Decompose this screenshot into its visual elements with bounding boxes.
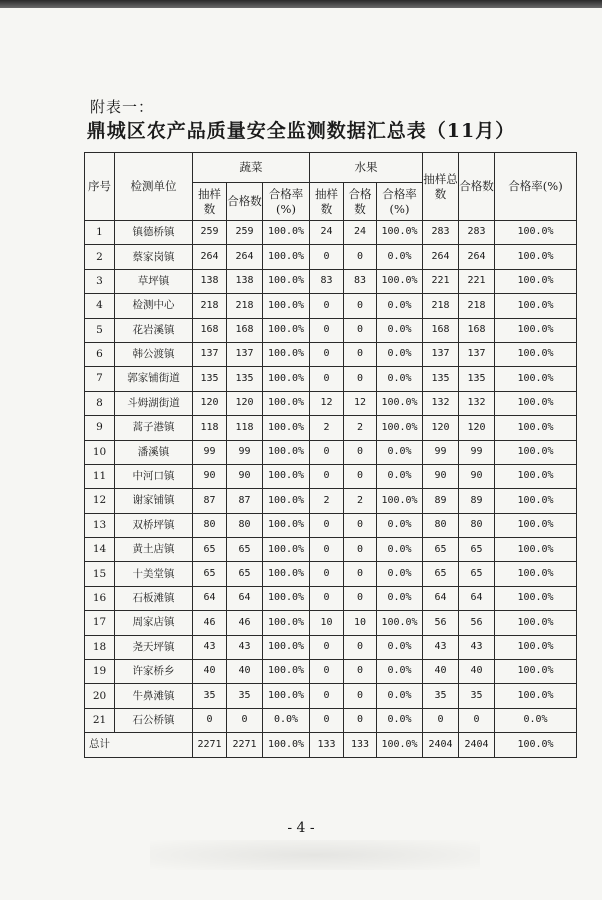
- cell-total-samples: 35: [423, 684, 459, 708]
- cell-total-rate: 100.0%: [495, 611, 577, 635]
- cell-total-rate: 100.0%: [495, 391, 577, 415]
- cell-seq: 5: [85, 318, 115, 342]
- cell-veg-pass: 65: [227, 562, 263, 586]
- cell-unit: 黄土店镇: [115, 538, 193, 562]
- cell-fruit-rate: 100.0%: [377, 269, 423, 293]
- cell-fruit-pass: 0: [344, 660, 377, 684]
- total-fruit-rate: 100.0%: [377, 733, 423, 757]
- cell-fruit-samples: 24: [310, 221, 344, 245]
- cell-fruit-rate: 100.0%: [377, 489, 423, 513]
- cell-veg-samples: 35: [193, 684, 227, 708]
- cell-total-pass: 135: [459, 367, 495, 391]
- cell-seq: 15: [85, 562, 115, 586]
- cell-veg-samples: 264: [193, 245, 227, 269]
- table-row: [85, 342, 577, 366]
- cell-fruit-samples: 0: [310, 245, 344, 269]
- cell-total-rate: 100.0%: [495, 269, 577, 293]
- cell-fruit-samples: 0: [310, 464, 344, 488]
- cell-seq: 14: [85, 538, 115, 562]
- cell-fruit-samples: 0: [310, 538, 344, 562]
- cell-fruit-samples: 0: [310, 294, 344, 318]
- cell-total-pass: 80: [459, 513, 495, 537]
- cell-veg-pass: 87: [227, 489, 263, 513]
- cell-total-rate: 100.0%: [495, 513, 577, 537]
- cell-seq: 21: [85, 708, 115, 732]
- total-total-samples: 2404: [423, 733, 459, 757]
- cell-total-samples: 65: [423, 562, 459, 586]
- cell-fruit-samples: 0: [310, 513, 344, 537]
- cell-fruit-pass: 0: [344, 318, 377, 342]
- cell-fruit-rate: 0.0%: [377, 342, 423, 366]
- cell-seq: 19: [85, 660, 115, 684]
- cell-total-pass: 283: [459, 221, 495, 245]
- cell-veg-rate: 100.0%: [263, 391, 310, 415]
- cell-total-pass: 218: [459, 294, 495, 318]
- cell-veg-rate: 100.0%: [263, 245, 310, 269]
- cell-total-samples: 80: [423, 513, 459, 537]
- cell-total-rate: 100.0%: [495, 416, 577, 440]
- cell-fruit-samples: 0: [310, 660, 344, 684]
- cell-veg-pass: 120: [227, 391, 263, 415]
- cell-veg-rate: 100.0%: [263, 489, 310, 513]
- cell-total-samples: 137: [423, 342, 459, 366]
- cell-fruit-rate: 0.0%: [377, 318, 423, 342]
- cell-veg-pass: 259: [227, 221, 263, 245]
- cell-seq: 7: [85, 367, 115, 391]
- cell-fruit-rate: 100.0%: [377, 221, 423, 245]
- cell-fruit-rate: 100.0%: [377, 416, 423, 440]
- total-veg-samples: 2271: [193, 733, 227, 757]
- cell-fruit-pass: 0: [344, 294, 377, 318]
- table-row: [85, 684, 577, 708]
- cell-total-rate: 100.0%: [495, 367, 577, 391]
- cell-seq: 11: [85, 464, 115, 488]
- cell-veg-rate: 100.0%: [263, 538, 310, 562]
- cell-unit: 双桥坪镇: [115, 513, 193, 537]
- cell-total-samples: 221: [423, 269, 459, 293]
- cell-total-pass: 56: [459, 611, 495, 635]
- cell-total-rate: 100.0%: [495, 684, 577, 708]
- cell-total-rate: 100.0%: [495, 464, 577, 488]
- total-total-pass: 2404: [459, 733, 495, 757]
- cell-fruit-pass: 0: [344, 513, 377, 537]
- total-label: 总计: [85, 733, 193, 757]
- cell-fruit-samples: 0: [310, 440, 344, 464]
- cell-fruit-pass: 0: [344, 586, 377, 610]
- cell-total-pass: 43: [459, 635, 495, 659]
- cell-total-rate: 100.0%: [495, 562, 577, 586]
- cell-veg-pass: 40: [227, 660, 263, 684]
- cell-fruit-pass: 24: [344, 221, 377, 245]
- header-seq: 序号: [85, 153, 115, 221]
- header-total-rate: 合格率(%): [495, 153, 577, 221]
- cell-veg-samples: 65: [193, 562, 227, 586]
- cell-seq: 3: [85, 269, 115, 293]
- cell-fruit-samples: 12: [310, 391, 344, 415]
- cell-fruit-pass: 0: [344, 562, 377, 586]
- header-vegetables: 蔬菜: [193, 153, 310, 183]
- table-row: [85, 464, 577, 488]
- cell-seq: 13: [85, 513, 115, 537]
- cell-fruit-rate: 0.0%: [377, 245, 423, 269]
- cell-total-samples: 65: [423, 538, 459, 562]
- header-fruits: 水果: [310, 153, 423, 183]
- cell-veg-rate: 100.0%: [263, 684, 310, 708]
- cell-fruit-rate: 0.0%: [377, 464, 423, 488]
- cell-total-samples: 135: [423, 367, 459, 391]
- cell-total-samples: 40: [423, 660, 459, 684]
- scan-top-edge: [0, 0, 602, 8]
- cell-total-pass: 132: [459, 391, 495, 415]
- cell-total-pass: 89: [459, 489, 495, 513]
- cell-total-rate: 100.0%: [495, 586, 577, 610]
- cell-fruit-pass: 2: [344, 416, 377, 440]
- cell-veg-rate: 100.0%: [263, 318, 310, 342]
- cell-seq: 4: [85, 294, 115, 318]
- cell-total-samples: 90: [423, 464, 459, 488]
- cell-total-samples: 264: [423, 245, 459, 269]
- cell-total-rate: 100.0%: [495, 318, 577, 342]
- cell-veg-pass: 80: [227, 513, 263, 537]
- cell-seq: 6: [85, 342, 115, 366]
- cell-total-pass: 120: [459, 416, 495, 440]
- table-row: [85, 538, 577, 562]
- cell-veg-pass: 35: [227, 684, 263, 708]
- cell-veg-pass: 65: [227, 538, 263, 562]
- cell-fruit-pass: 0: [344, 440, 377, 464]
- cell-fruit-rate: 0.0%: [377, 660, 423, 684]
- cell-unit: 石公桥镇: [115, 708, 193, 732]
- table-row: [85, 440, 577, 464]
- cell-fruit-rate: 0.0%: [377, 538, 423, 562]
- page-title: 鼎城区农产品质量安全监测数据汇总表（11月）: [86, 120, 516, 142]
- cell-total-pass: 35: [459, 684, 495, 708]
- cell-veg-rate: 100.0%: [263, 586, 310, 610]
- cell-veg-pass: 99: [227, 440, 263, 464]
- cell-total-samples: 99: [423, 440, 459, 464]
- cell-unit: 周家店镇: [115, 611, 193, 635]
- cell-total-rate: 0.0%: [495, 708, 577, 732]
- cell-total-samples: 43: [423, 635, 459, 659]
- table-row: [85, 367, 577, 391]
- cell-unit: 谢家铺镇: [115, 489, 193, 513]
- cell-veg-rate: 100.0%: [263, 611, 310, 635]
- cell-total-rate: 100.0%: [495, 440, 577, 464]
- table-row: [85, 269, 577, 293]
- cell-fruit-samples: 0: [310, 342, 344, 366]
- page-number: - 4 -: [287, 820, 315, 836]
- cell-veg-pass: 138: [227, 269, 263, 293]
- cell-unit: 检测中心: [115, 294, 193, 318]
- cell-veg-samples: 65: [193, 538, 227, 562]
- cell-veg-pass: 218: [227, 294, 263, 318]
- cell-seq: 10: [85, 440, 115, 464]
- cell-total-samples: 218: [423, 294, 459, 318]
- cell-total-pass: 137: [459, 342, 495, 366]
- cell-total-rate: 100.0%: [495, 221, 577, 245]
- table-row: [85, 318, 577, 342]
- cell-seq: 17: [85, 611, 115, 635]
- scan-smudge: [150, 840, 480, 870]
- cell-veg-samples: 259: [193, 221, 227, 245]
- cell-fruit-rate: 0.0%: [377, 367, 423, 391]
- cell-total-pass: 40: [459, 660, 495, 684]
- cell-veg-samples: 46: [193, 611, 227, 635]
- cell-seq: 9: [85, 416, 115, 440]
- cell-fruit-pass: 0: [344, 342, 377, 366]
- cell-fruit-pass: 0: [344, 684, 377, 708]
- cell-veg-rate: 100.0%: [263, 269, 310, 293]
- cell-fruit-samples: 2: [310, 489, 344, 513]
- cell-total-rate: 100.0%: [495, 660, 577, 684]
- total-veg-pass: 2271: [227, 733, 263, 757]
- header-veg-pass: 合格数: [227, 183, 263, 221]
- cell-total-pass: 64: [459, 586, 495, 610]
- cell-fruit-samples: 2: [310, 416, 344, 440]
- cell-fruit-pass: 0: [344, 538, 377, 562]
- cell-veg-rate: 100.0%: [263, 562, 310, 586]
- cell-veg-samples: 218: [193, 294, 227, 318]
- cell-unit: 草坪镇: [115, 269, 193, 293]
- cell-total-samples: 168: [423, 318, 459, 342]
- header-fruit-pass: 合格数: [344, 183, 377, 221]
- cell-veg-pass: 135: [227, 367, 263, 391]
- table-total-row: [85, 733, 577, 757]
- table-row: [85, 660, 577, 684]
- cell-fruit-samples: 0: [310, 684, 344, 708]
- monitoring-summary-table: [84, 152, 577, 758]
- cell-total-pass: 99: [459, 440, 495, 464]
- cell-veg-rate: 0.0%: [263, 708, 310, 732]
- cell-veg-samples: 138: [193, 269, 227, 293]
- cell-veg-pass: 118: [227, 416, 263, 440]
- cell-seq: 1: [85, 221, 115, 245]
- header-unit: 检测单位: [115, 153, 193, 221]
- cell-fruit-pass: 2: [344, 489, 377, 513]
- cell-veg-pass: 0: [227, 708, 263, 732]
- table-row: [85, 294, 577, 318]
- header-veg-samples: 抽样数: [193, 183, 227, 221]
- cell-fruit-samples: 10: [310, 611, 344, 635]
- header-total-samples: 抽样总数: [423, 153, 459, 221]
- cell-total-pass: 221: [459, 269, 495, 293]
- cell-veg-samples: 40: [193, 660, 227, 684]
- cell-fruit-rate: 0.0%: [377, 294, 423, 318]
- cell-veg-samples: 99: [193, 440, 227, 464]
- cell-fruit-pass: 0: [344, 367, 377, 391]
- cell-unit: 许家桥乡: [115, 660, 193, 684]
- cell-fruit-pass: 0: [344, 464, 377, 488]
- cell-veg-samples: 43: [193, 635, 227, 659]
- cell-total-samples: 120: [423, 416, 459, 440]
- cell-total-pass: 65: [459, 538, 495, 562]
- cell-total-samples: 132: [423, 391, 459, 415]
- cell-total-pass: 65: [459, 562, 495, 586]
- cell-veg-samples: 168: [193, 318, 227, 342]
- cell-fruit-pass: 12: [344, 391, 377, 415]
- cell-veg-rate: 100.0%: [263, 635, 310, 659]
- cell-unit: 花岩溪镇: [115, 318, 193, 342]
- cell-fruit-samples: 0: [310, 367, 344, 391]
- cell-veg-rate: 100.0%: [263, 660, 310, 684]
- cell-fruit-pass: 0: [344, 635, 377, 659]
- cell-seq: 2: [85, 245, 115, 269]
- cell-veg-samples: 90: [193, 464, 227, 488]
- cell-total-samples: 0: [423, 708, 459, 732]
- cell-fruit-samples: 0: [310, 318, 344, 342]
- cell-veg-samples: 87: [193, 489, 227, 513]
- total-fruit-samples: 133: [310, 733, 344, 757]
- cell-seq: 20: [85, 684, 115, 708]
- cell-seq: 8: [85, 391, 115, 415]
- cell-total-rate: 100.0%: [495, 245, 577, 269]
- cell-unit: 韩公渡镇: [115, 342, 193, 366]
- cell-unit: 十美堂镇: [115, 562, 193, 586]
- cell-total-rate: 100.0%: [495, 489, 577, 513]
- cell-fruit-rate: 0.0%: [377, 708, 423, 732]
- cell-fruit-pass: 0: [344, 245, 377, 269]
- cell-unit: 蔡家岗镇: [115, 245, 193, 269]
- cell-fruit-rate: 0.0%: [377, 513, 423, 537]
- cell-fruit-rate: 0.0%: [377, 635, 423, 659]
- cell-veg-samples: 64: [193, 586, 227, 610]
- total-veg-rate: 100.0%: [263, 733, 310, 757]
- cell-total-samples: 64: [423, 586, 459, 610]
- cell-total-samples: 56: [423, 611, 459, 635]
- cell-seq: 12: [85, 489, 115, 513]
- cell-veg-samples: 80: [193, 513, 227, 537]
- cell-veg-samples: 0: [193, 708, 227, 732]
- table-row: [85, 245, 577, 269]
- cell-veg-pass: 46: [227, 611, 263, 635]
- cell-fruit-rate: 100.0%: [377, 611, 423, 635]
- total-total-rate: 100.0%: [495, 733, 577, 757]
- cell-total-rate: 100.0%: [495, 635, 577, 659]
- cell-seq: 16: [85, 586, 115, 610]
- cell-fruit-samples: 0: [310, 708, 344, 732]
- cell-fruit-pass: 83: [344, 269, 377, 293]
- cell-total-pass: 168: [459, 318, 495, 342]
- cell-unit: 镇德桥镇: [115, 221, 193, 245]
- cell-total-rate: 100.0%: [495, 294, 577, 318]
- cell-veg-samples: 135: [193, 367, 227, 391]
- cell-unit: 蒿子港镇: [115, 416, 193, 440]
- cell-unit: 石板滩镇: [115, 586, 193, 610]
- cell-fruit-rate: 0.0%: [377, 684, 423, 708]
- attachment-label: 附表一：: [90, 98, 155, 116]
- cell-seq: 18: [85, 635, 115, 659]
- table-row: [85, 635, 577, 659]
- cell-veg-pass: 264: [227, 245, 263, 269]
- cell-total-pass: 0: [459, 708, 495, 732]
- cell-veg-samples: 118: [193, 416, 227, 440]
- cell-veg-pass: 137: [227, 342, 263, 366]
- cell-veg-samples: 137: [193, 342, 227, 366]
- cell-unit: 潘溪镇: [115, 440, 193, 464]
- cell-veg-rate: 100.0%: [263, 513, 310, 537]
- cell-total-rate: 100.0%: [495, 342, 577, 366]
- cell-unit: 牛鼻滩镇: [115, 684, 193, 708]
- cell-fruit-rate: 0.0%: [377, 440, 423, 464]
- cell-veg-rate: 100.0%: [263, 221, 310, 245]
- cell-veg-pass: 43: [227, 635, 263, 659]
- cell-total-pass: 264: [459, 245, 495, 269]
- cell-veg-rate: 100.0%: [263, 367, 310, 391]
- cell-fruit-rate: 100.0%: [377, 391, 423, 415]
- table-row: [85, 513, 577, 537]
- cell-veg-rate: 100.0%: [263, 342, 310, 366]
- cell-veg-pass: 64: [227, 586, 263, 610]
- total-fruit-pass: 133: [344, 733, 377, 757]
- header-total-pass: 合格数: [459, 153, 495, 221]
- cell-fruit-samples: 0: [310, 635, 344, 659]
- cell-veg-samples: 120: [193, 391, 227, 415]
- table-body: [85, 221, 577, 758]
- cell-fruit-pass: 0: [344, 708, 377, 732]
- cell-unit: 中河口镇: [115, 464, 193, 488]
- cell-unit: 斗姆湖街道: [115, 391, 193, 415]
- header-fruit-samples: 抽样数: [310, 183, 344, 221]
- cell-fruit-samples: 83: [310, 269, 344, 293]
- cell-fruit-rate: 0.0%: [377, 562, 423, 586]
- cell-fruit-samples: 0: [310, 586, 344, 610]
- cell-total-rate: 100.0%: [495, 538, 577, 562]
- table-row: [85, 221, 577, 245]
- cell-fruit-rate: 0.0%: [377, 586, 423, 610]
- cell-fruit-pass: 10: [344, 611, 377, 635]
- cell-fruit-samples: 0: [310, 562, 344, 586]
- table-row: [85, 708, 577, 732]
- cell-unit: 郭家铺街道: [115, 367, 193, 391]
- table-row: [85, 586, 577, 610]
- cell-veg-rate: 100.0%: [263, 440, 310, 464]
- cell-total-samples: 89: [423, 489, 459, 513]
- cell-total-samples: 283: [423, 221, 459, 245]
- cell-total-pass: 90: [459, 464, 495, 488]
- cell-veg-pass: 90: [227, 464, 263, 488]
- cell-veg-pass: 168: [227, 318, 263, 342]
- table-row: [85, 391, 577, 415]
- header-fruit-rate: 合格率(%): [377, 183, 423, 221]
- table-row: [85, 611, 577, 635]
- cell-veg-rate: 100.0%: [263, 294, 310, 318]
- table-row: [85, 562, 577, 586]
- cell-veg-rate: 100.0%: [263, 416, 310, 440]
- table-row: [85, 416, 577, 440]
- cell-veg-rate: 100.0%: [263, 464, 310, 488]
- table-row: [85, 489, 577, 513]
- header-veg-rate: 合格率(%): [263, 183, 310, 221]
- cell-unit: 尧天坪镇: [115, 635, 193, 659]
